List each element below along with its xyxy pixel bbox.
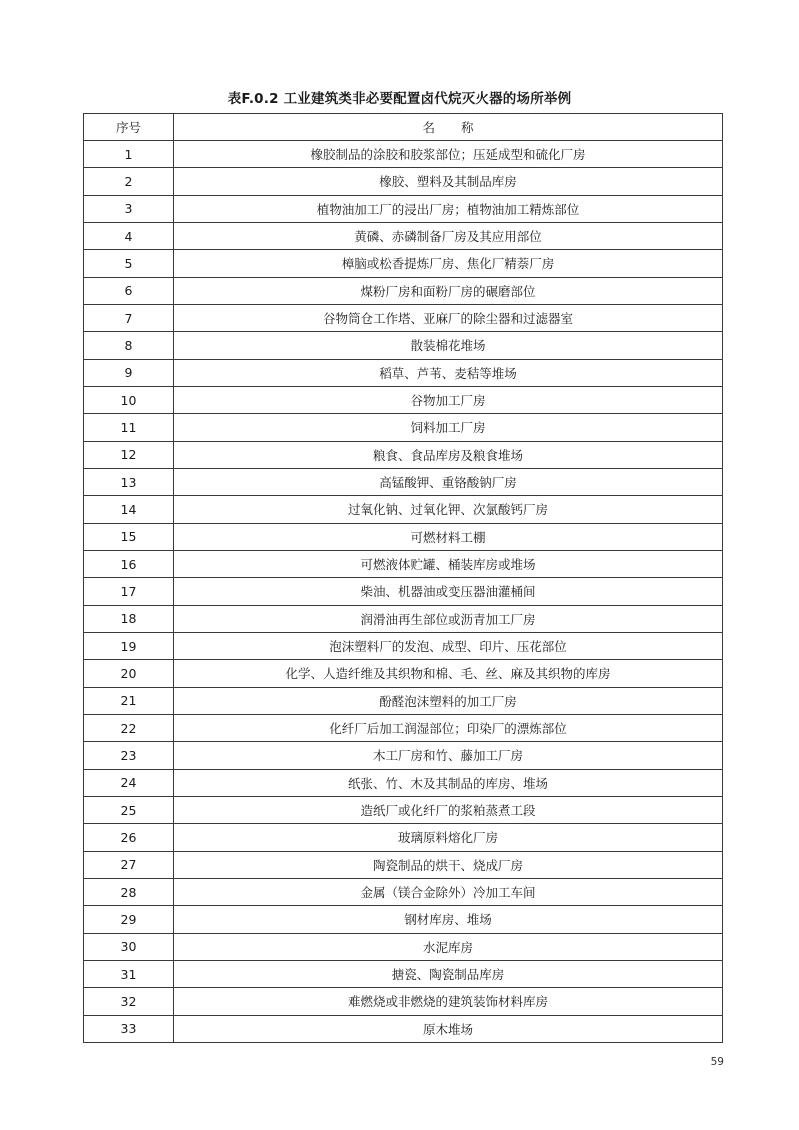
row-serial-number: 16 <box>84 550 174 577</box>
row-location-name: 难燃烧或非燃烧的建筑装饰材料库房 <box>174 988 723 1015</box>
table-row <box>84 195 723 222</box>
row-serial-number: 30 <box>84 933 174 960</box>
row-serial-number: 1 <box>84 141 174 168</box>
table-row <box>84 933 723 960</box>
row-location-name: 水泥库房 <box>174 933 723 960</box>
table-row <box>84 714 723 741</box>
row-location-name: 可燃材料工棚 <box>174 523 723 550</box>
table-row <box>84 1015 723 1042</box>
row-serial-number: 28 <box>84 878 174 905</box>
table-row <box>84 250 723 277</box>
row-serial-number: 31 <box>84 960 174 987</box>
table-row <box>84 742 723 769</box>
row-serial-number: 26 <box>84 824 174 851</box>
row-serial-number: 19 <box>84 632 174 659</box>
location-table <box>83 113 723 1043</box>
page-number: 59 <box>710 1056 724 1068</box>
row-serial-number: 21 <box>84 687 174 714</box>
table-row <box>84 168 723 195</box>
table-title-code: 表F.0.2 <box>227 91 279 107</box>
row-location-name: 稻草、芦苇、麦秸等堆场 <box>174 359 723 386</box>
row-serial-number: 8 <box>84 332 174 359</box>
table-row <box>84 878 723 905</box>
header-serial-number-label: 序号 <box>115 120 141 135</box>
row-location-name: 纸张、竹、木及其制品的库房、堆场 <box>174 769 723 796</box>
row-serial-number: 13 <box>84 468 174 495</box>
header-name-label: 名称 <box>422 120 500 135</box>
row-location-name: 饲料加工厂房 <box>174 414 723 441</box>
table-row <box>84 141 723 168</box>
row-serial-number: 29 <box>84 906 174 933</box>
table-row <box>84 496 723 523</box>
table-row <box>84 632 723 659</box>
table-row <box>84 414 723 441</box>
row-serial-number: 33 <box>84 1015 174 1042</box>
row-location-name: 造纸厂或化纤厂的浆粕蒸煮工段 <box>174 796 723 823</box>
row-serial-number: 14 <box>84 496 174 523</box>
row-location-name: 搪瓷、陶瓷制品库房 <box>174 960 723 987</box>
table-row <box>84 988 723 1015</box>
row-serial-number: 15 <box>84 523 174 550</box>
table-row <box>84 441 723 468</box>
row-location-name: 原木堆场 <box>174 1015 723 1042</box>
row-location-name: 玻璃原料熔化厂房 <box>174 824 723 851</box>
table-body <box>84 141 723 1043</box>
row-location-name: 橡胶制品的涂胶和胶浆部位；压延成型和硫化厂房 <box>174 141 723 168</box>
table-row <box>84 824 723 851</box>
row-serial-number: 7 <box>84 304 174 331</box>
table-title-name: 工业建筑类非必要配置卤代烷灭火器的场所举例 <box>283 91 572 107</box>
table-row <box>84 550 723 577</box>
row-location-name: 钢材库房、堆场 <box>174 906 723 933</box>
row-serial-number: 3 <box>84 195 174 222</box>
row-location-name: 木工厂房和竹、藤加工厂房 <box>174 742 723 769</box>
row-location-name: 过氧化钠、过氧化钾、次氯酸钙厂房 <box>174 496 723 523</box>
row-location-name: 粮食、食品库房及粮食堆场 <box>174 441 723 468</box>
row-location-name: 煤粉厂房和面粉厂房的碾磨部位 <box>174 277 723 304</box>
row-serial-number: 12 <box>84 441 174 468</box>
row-location-name: 润滑油再生部位或沥青加工厂房 <box>174 605 723 632</box>
table-row <box>84 332 723 359</box>
row-serial-number: 6 <box>84 277 174 304</box>
row-serial-number: 10 <box>84 386 174 413</box>
row-location-name: 可燃液体贮罐、桶装库房或堆场 <box>174 550 723 577</box>
table-row <box>84 906 723 933</box>
header-name <box>174 114 723 141</box>
row-serial-number: 32 <box>84 988 174 1015</box>
table-row <box>84 277 723 304</box>
header-serial-number <box>84 114 174 141</box>
row-serial-number: 5 <box>84 250 174 277</box>
row-location-name: 谷物加工厂房 <box>174 386 723 413</box>
row-serial-number: 18 <box>84 605 174 632</box>
row-location-name: 橡胶、塑料及其制品库房 <box>174 168 723 195</box>
table-row <box>84 523 723 550</box>
row-location-name: 柴油、机器油或变压器油灌桶间 <box>174 578 723 605</box>
table-row <box>84 660 723 687</box>
table-row <box>84 359 723 386</box>
row-serial-number: 22 <box>84 714 174 741</box>
row-serial-number: 2 <box>84 168 174 195</box>
table-row <box>84 468 723 495</box>
table-row <box>84 386 723 413</box>
row-serial-number: 4 <box>84 222 174 249</box>
row-location-name: 樟脑或松香提炼厂房、焦化厂精萘厂房 <box>174 250 723 277</box>
row-serial-number: 24 <box>84 769 174 796</box>
table-row <box>84 851 723 878</box>
table-row <box>84 578 723 605</box>
table-row <box>84 796 723 823</box>
table-row <box>84 222 723 249</box>
row-location-name: 泡沫塑料厂的发泡、成型、印片、压花部位 <box>174 632 723 659</box>
row-serial-number: 20 <box>84 660 174 687</box>
row-location-name: 化学、人造纤维及其织物和棉、毛、丝、麻及其织物的库房 <box>174 660 723 687</box>
row-location-name: 谷物筒仓工作塔、亚麻厂的除尘器和过滤器室 <box>174 304 723 331</box>
row-location-name: 金属（镁合金除外）冷加工车间 <box>174 878 723 905</box>
row-location-name: 植物油加工厂的浸出厂房；植物油加工精炼部位 <box>174 195 723 222</box>
row-serial-number: 25 <box>84 796 174 823</box>
row-location-name: 酚醛泡沫塑料的加工厂房 <box>174 687 723 714</box>
table-row <box>84 769 723 796</box>
table-row <box>84 605 723 632</box>
row-location-name: 散装棉花堆场 <box>174 332 723 359</box>
table-row <box>84 960 723 987</box>
row-serial-number: 11 <box>84 414 174 441</box>
table-row <box>84 687 723 714</box>
row-location-name: 高锰酸钾、重铬酸钠厂房 <box>174 468 723 495</box>
row-serial-number: 23 <box>84 742 174 769</box>
row-location-name: 黄磷、赤磷制备厂房及其应用部位 <box>174 222 723 249</box>
row-serial-number: 27 <box>84 851 174 878</box>
table-title <box>0 87 799 107</box>
row-location-name: 化纤厂后加工润湿部位；印染厂的漂炼部位 <box>174 714 723 741</box>
table-row <box>84 304 723 331</box>
row-location-name: 陶瓷制品的烘干、烧成厂房 <box>174 851 723 878</box>
row-serial-number: 17 <box>84 578 174 605</box>
row-serial-number: 9 <box>84 359 174 386</box>
table-header-row <box>84 114 723 141</box>
